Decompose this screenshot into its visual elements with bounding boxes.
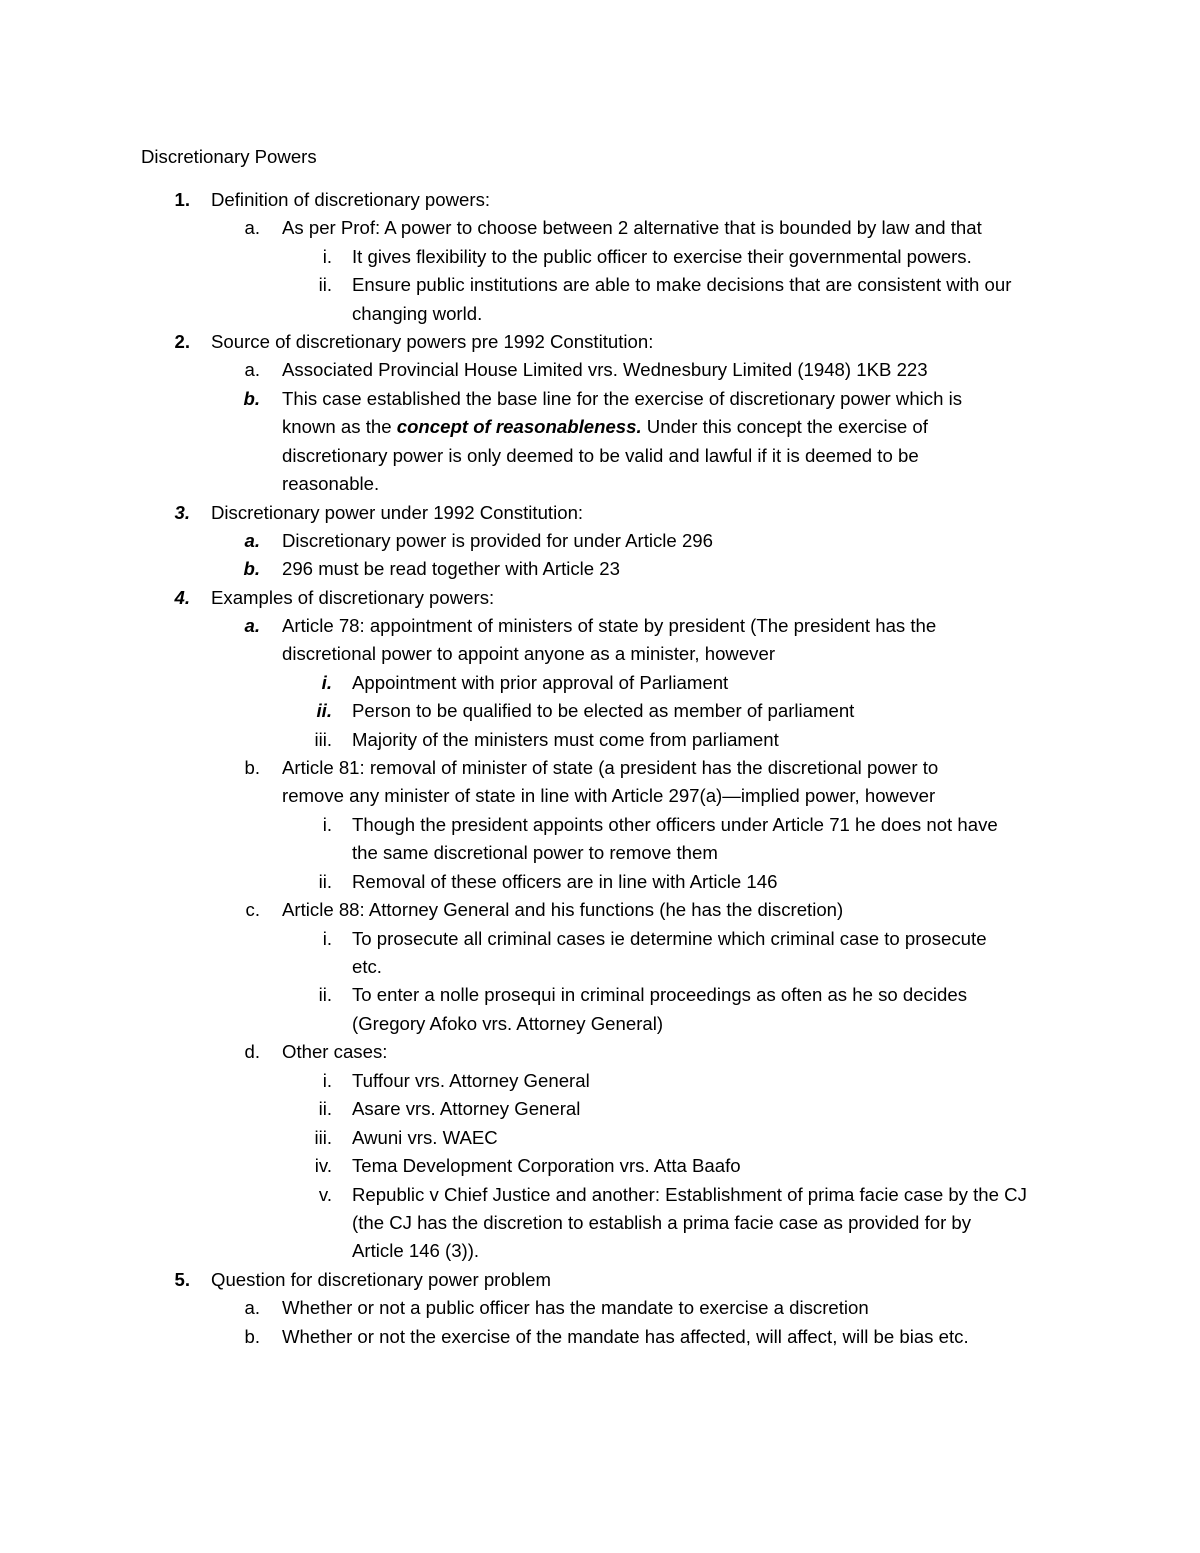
s4-c-i-line2: etc.: [352, 956, 382, 977]
s4-a-ii-marker: ii.: [316, 700, 332, 721]
s2-b-emphasis: concept of reasonableness.: [396, 416, 642, 437]
s5-a-text: Whether or not a public officer has the mandate to exercise a discretion: [282, 1297, 869, 1318]
s4-b-i-line1: Though the president appoints other officers under Article 71 he does not have: [352, 814, 998, 835]
s5-a-marker: a.: [244, 1297, 260, 1318]
s4-b-ii-text: Removal of these officers are in line with Article 146: [352, 871, 778, 892]
s4-d-iv-marker: iv.: [314, 1155, 332, 1176]
section-3-heading: Discretionary power under 1992 Constitution:: [211, 502, 584, 523]
s1-a-ii-marker: ii.: [318, 274, 332, 295]
section-4-number: 4.: [174, 587, 190, 608]
s4-b-line1: Article 81: removal of minister of state (a president has the discretional power to: [282, 757, 939, 778]
s4-b-ii-marker: ii.: [318, 871, 332, 892]
section-1-heading: Definition of discretionary powers:: [211, 189, 491, 210]
s5-b-text: Whether or not the exercise of the mandate has affected, will affect, will be bias etc.: [282, 1326, 969, 1347]
s4-d-ii-marker: ii.: [318, 1098, 332, 1119]
s2-b-marker: b.: [243, 388, 260, 409]
s4-a-iii-text: Majority of the ministers must come from parliament: [352, 729, 779, 750]
s4-b-i-marker: i.: [322, 814, 332, 835]
s3-a-marker: a.: [244, 530, 260, 551]
s1-a-i-text: It gives flexibility to the public officer to exercise their governmental powers.: [352, 246, 972, 267]
s4-a-iii-marker: iii.: [314, 729, 332, 750]
s4-d-marker: d.: [244, 1041, 260, 1062]
s4-d-v-marker: v.: [318, 1184, 332, 1205]
section-1-number: 1.: [174, 189, 190, 210]
s4-c-ii-line1: To enter a nolle prosequi in criminal proceedings as often as he so decides: [352, 984, 967, 1005]
s4-d-text: Other cases:: [282, 1041, 388, 1062]
section-4-heading: Examples of discretionary powers:: [211, 587, 495, 608]
s4-d-iii-marker: iii.: [314, 1127, 332, 1148]
s4-d-ii-text: Asare vrs. Attorney General: [352, 1098, 581, 1119]
s4-b-i-line2: the same discretional power to remove them: [352, 842, 718, 863]
s1-a-ii-line2: changing world.: [352, 303, 483, 324]
s2-a-marker: a.: [244, 359, 260, 380]
s2-a-text: Associated Provincial House Limited vrs. Wednesbury Limited (1948) 1KB 223: [282, 359, 928, 380]
section-5-number: 5.: [174, 1269, 190, 1290]
s1-a-i-marker: i.: [322, 246, 332, 267]
section-3-number: 3.: [174, 502, 190, 523]
s4-c-ii-line2: (Gregory Afoko vrs. Attorney General): [352, 1013, 664, 1034]
s4-a-i-marker: i.: [321, 672, 332, 693]
s1-a-ii-line1: Ensure public institutions are able to make decisions that are consistent with our: [352, 274, 1012, 295]
s2-b-line2: [282, 413, 928, 442]
s4-a-ii-text: Person to be qualified to be elected as member of parliament: [352, 700, 855, 721]
s4-c-marker: c.: [245, 899, 260, 920]
s4-b-marker: b.: [244, 757, 260, 778]
s4-a-marker: a.: [244, 615, 260, 636]
s1-a-text: As per Prof: A power to choose between 2 alternative that is bounded by law and that: [282, 217, 982, 238]
s4-c-i-line1: To prosecute all criminal cases ie determine which criminal case to prosecute: [352, 928, 987, 949]
s4-b-line2: remove any minister of state in line with Article 297(a)—implied power, however: [282, 785, 936, 806]
s4-d-i-marker: i.: [322, 1070, 332, 1091]
section-5-heading: Question for discretionary power problem: [211, 1269, 552, 1290]
s4-d-v-line1: Republic v Chief Justice and another: Establishment of prima facie case by the CJ: [352, 1184, 1027, 1205]
s4-a-line1: Article 78: appointment of ministers of state by president (The president has the: [282, 615, 937, 636]
s4-a-i-text: Appointment with prior approval of Parliament: [352, 672, 729, 693]
s4-c-i-marker: i.: [322, 928, 332, 949]
s2-b-line2-pre: known as the: [282, 416, 397, 437]
s4-d-iii-text: Awuni vrs. WAEC: [352, 1127, 498, 1148]
s4-d-v-line3: Article 146 (3)).: [352, 1240, 480, 1261]
s3-a-text: Discretionary power is provided for under Article 296: [282, 530, 713, 551]
s3-b-text: 296 must be read together with Article 23: [282, 558, 620, 579]
section-2-heading: Source of discretionary powers pre 1992 Constitution:: [211, 331, 654, 352]
s4-d-iv-text: Tema Development Corporation vrs. Atta Baafo: [352, 1155, 741, 1176]
document-title: Discretionary Powers: [141, 146, 317, 167]
s2-b-line4: reasonable.: [282, 473, 380, 494]
s4-d-v-line2: (the CJ has the discretion to establish a prima facie case as provided for by: [352, 1212, 972, 1233]
s4-a-line2: discretional power to appoint anyone as a minister, however: [282, 643, 776, 664]
s5-b-marker: b.: [244, 1326, 260, 1347]
section-2-number: 2.: [174, 331, 190, 352]
s3-b-marker: b.: [243, 558, 260, 579]
s1-a-marker: a.: [244, 217, 260, 238]
s2-b-line3: discretionary power is only deemed to be valid and lawful if it is deemed to be: [282, 445, 919, 466]
s4-d-i-text: Tuffour vrs. Attorney General: [352, 1070, 590, 1091]
s4-c-ii-marker: ii.: [318, 984, 332, 1005]
s4-c-text: Article 88: Attorney General and his functions (he has the discretion): [282, 899, 844, 920]
s2-b-line2-post: Under this concept the exercise of: [641, 416, 928, 437]
s2-b-line1: This case established the base line for the exercise of discretionary power which is: [282, 388, 963, 409]
